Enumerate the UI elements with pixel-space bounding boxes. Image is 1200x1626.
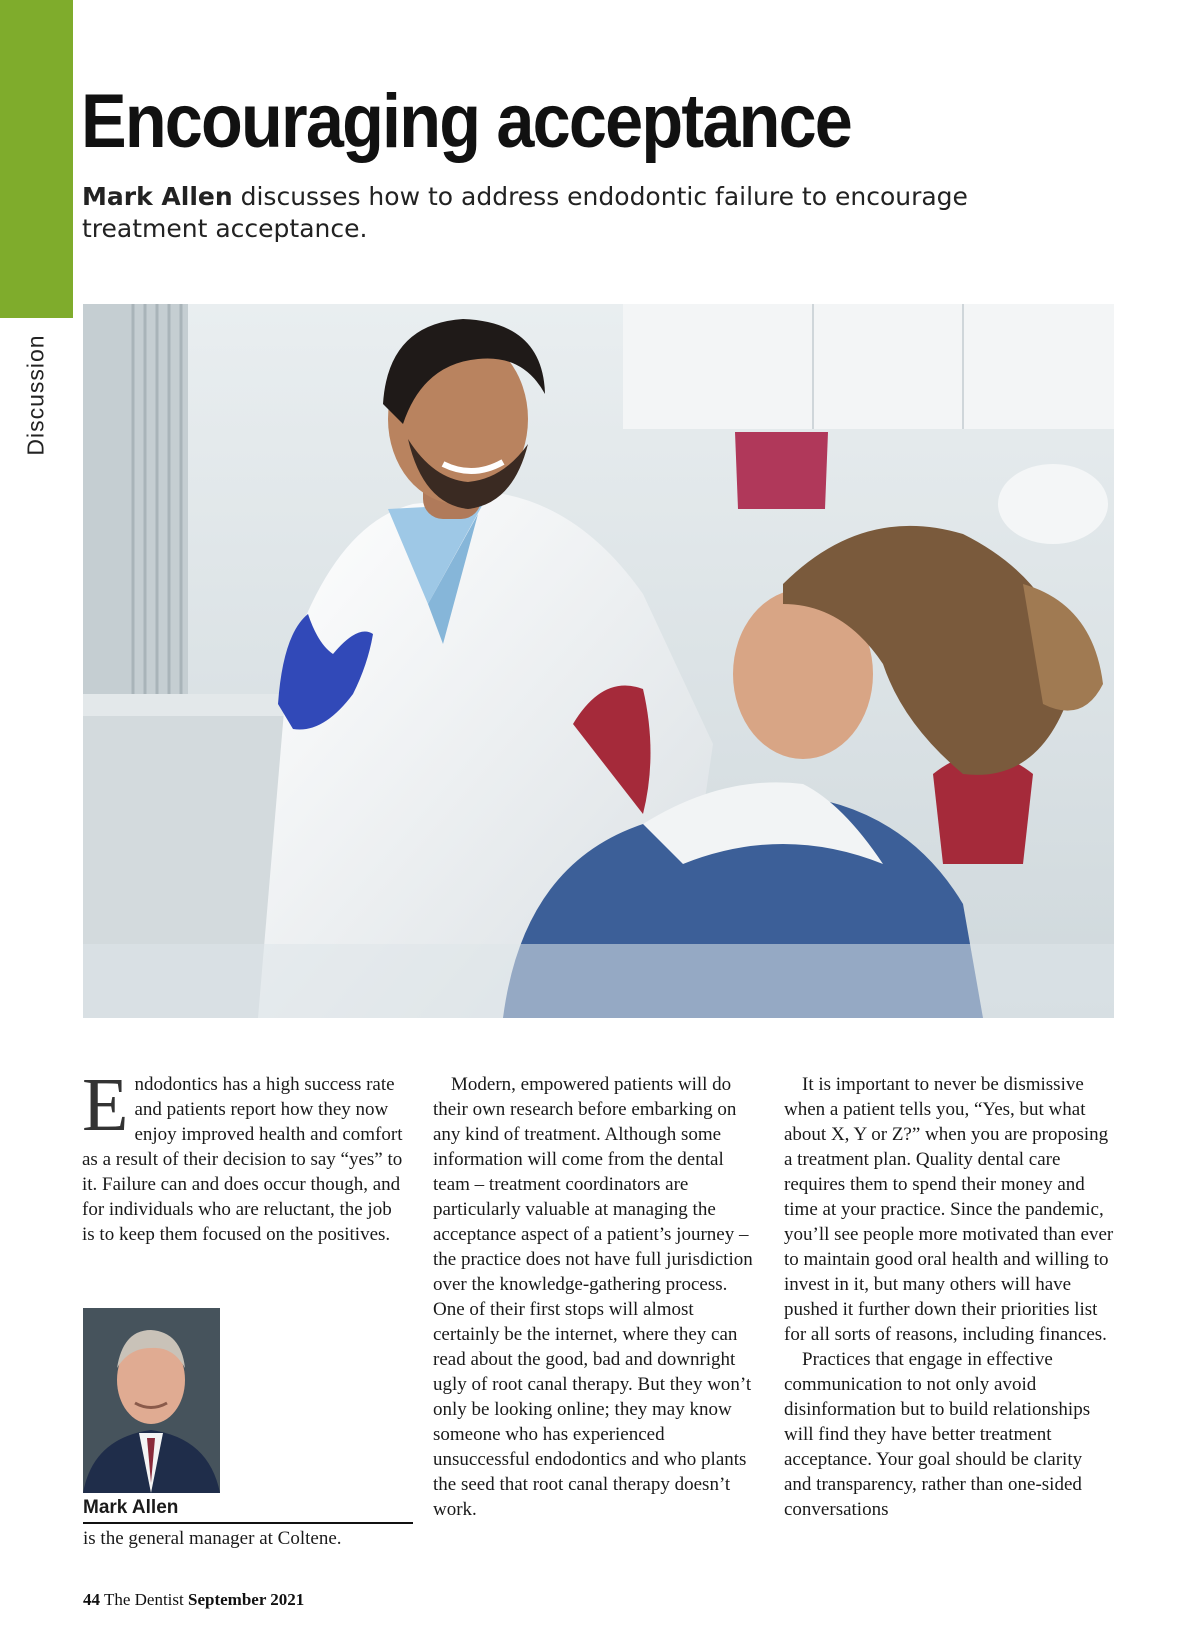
article-column-2 (433, 1072, 763, 1522)
dentist-patient-illustration (83, 304, 1114, 1018)
standfirst-byline: Mark Allen (82, 182, 233, 211)
author-photo (83, 1308, 220, 1493)
column3-paragraph-2: Practices that engage in effective communication to not only avoid disinformation but to build relationships will find they have better treatment acceptance. Your goal should be clarity and transparency, rather than one-sided conversations (784, 1349, 1091, 1520)
column3-paragraph-1: It is important to never be dismissive when a patient tells you, “Yes, but what about X, Y or Z?” when you are proposing a treatment plan. Quality dental care requires them to spend their money and time at your practice. Since the pandemic, you’ll see people more motivated than ever to maintain good oral health and willing to invest in it, but many others will have pushed it further down their priorities list for all sorts of reasons, including finances. (784, 1074, 1114, 1345)
article-column-1 (82, 1063, 407, 1247)
publication-name: The Dentist (103, 1590, 184, 1609)
issue-date: September 2021 (188, 1590, 305, 1609)
author-bio: is the general manager at Coltene. (83, 1528, 342, 1549)
section-accent-bar (0, 0, 73, 318)
author-portrait-illustration (83, 1308, 220, 1493)
page-number: 44 (83, 1590, 100, 1609)
author-name: Mark Allen (83, 1495, 413, 1524)
standfirst (82, 181, 1062, 245)
column1-paragraph-1: ndodontics has a high success rate and patients report how they now enjoy improved health and comfort as a result of their decision to say “yes” to it. Failure can and does occur though, and for individuals who are reluctant, the job is to keep them focused on the positives. (82, 1074, 403, 1245)
hero-photo (83, 304, 1114, 1018)
page-footer (83, 1589, 304, 1611)
article-column-3 (784, 1072, 1114, 1522)
column2-paragraph-1: Modern, empowered patients will do their own research before embarking on any kind of treatment. Although some information will come from the dental team – treatment coordinators are particularly valuable at managing the acceptance aspect of a patient’s journey – the practice does not have full jurisdiction over the knowledge-gathering process. One of their first stops will almost certainly be the internet, where they can read about the good, bad and downright ugly of root canal therapy. But they won’t only be looking online; they may know someone who has experienced unsuccessful endodontics and who plants the seed that root canal therapy doesn’t work. (433, 1074, 753, 1520)
drop-cap: E (82, 1063, 129, 1147)
standfirst-text: discusses how to address endodontic failure to encourage treatment acceptance. (82, 182, 968, 243)
section-label: Discussion (22, 334, 49, 456)
headline: Encouraging acceptance (81, 79, 852, 164)
